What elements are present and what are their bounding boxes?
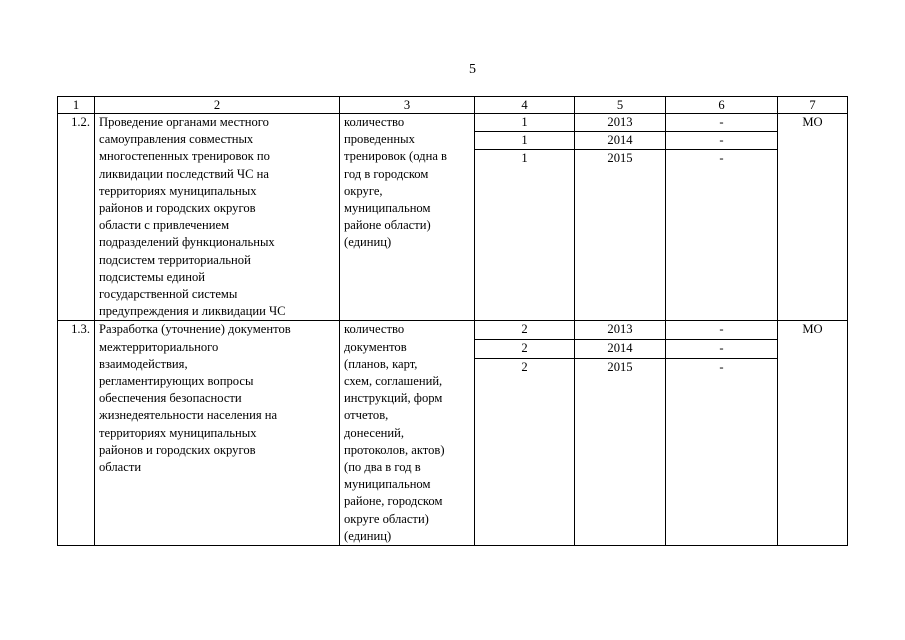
year-label: 2014 <box>575 340 666 359</box>
col6-value: - <box>666 114 778 132</box>
col6-value: - <box>666 321 778 340</box>
header-col-4: 4 <box>475 97 575 114</box>
year-value: 2 <box>475 340 575 359</box>
header-col-7: 7 <box>778 97 848 114</box>
col6-value: - <box>666 359 778 546</box>
table-row <box>58 321 848 340</box>
year-label: 2015 <box>575 359 666 546</box>
table-row <box>58 114 848 132</box>
row-description: Разработка (уточнение) документов межтерриториального взаимодействия, регламентирующих вопросы обеспечения безопасности жизнедеятельности населения на территориях муниципальных районов и городских округов области <box>95 321 340 546</box>
year-value: 2 <box>475 321 575 340</box>
col6-value: - <box>666 340 778 359</box>
year-label: 2015 <box>575 150 666 321</box>
col6-value: - <box>666 132 778 150</box>
page-number: 5 <box>469 62 476 77</box>
year-value: 2 <box>475 359 575 546</box>
row-description: Проведение органами местного самоуправления совместных многостепенных тренировок по ликвидации последствий ЧС на территориях муниципальных районов и городских округов области с привлечением подразделений функциональных подсистем территориальной подсистемы единой государственной системы предупреждения и ликвидации ЧС <box>95 114 340 321</box>
year-label: 2013 <box>575 114 666 132</box>
year-label: 2013 <box>575 321 666 340</box>
year-value: 1 <box>475 150 575 321</box>
header-col-3: 3 <box>340 97 475 114</box>
row-number: 1.2. <box>58 114 95 321</box>
header-row <box>58 97 848 114</box>
col6-value: - <box>666 150 778 321</box>
year-value: 1 <box>475 132 575 150</box>
header-col-6: 6 <box>666 97 778 114</box>
header-col-5: 5 <box>575 97 666 114</box>
row-indicator: количество проведенных тренировок (одна в год в городском округе, муниципальном районе области) (единиц) <box>340 114 475 321</box>
row-indicator: количество документов (планов, карт, схем, соглашений, инструкций, форм отчетов, донесений, протоколов, актов) (по два в год в муниципальном районе, городском округе области) (единиц) <box>340 321 475 546</box>
row-number: 1.3. <box>58 321 95 546</box>
plan-table <box>57 96 848 546</box>
row-executor: МО <box>778 114 848 321</box>
header-col-2: 2 <box>95 97 340 114</box>
year-label: 2014 <box>575 132 666 150</box>
year-value: 1 <box>475 114 575 132</box>
row-executor: МО <box>778 321 848 546</box>
header-col-1: 1 <box>58 97 95 114</box>
